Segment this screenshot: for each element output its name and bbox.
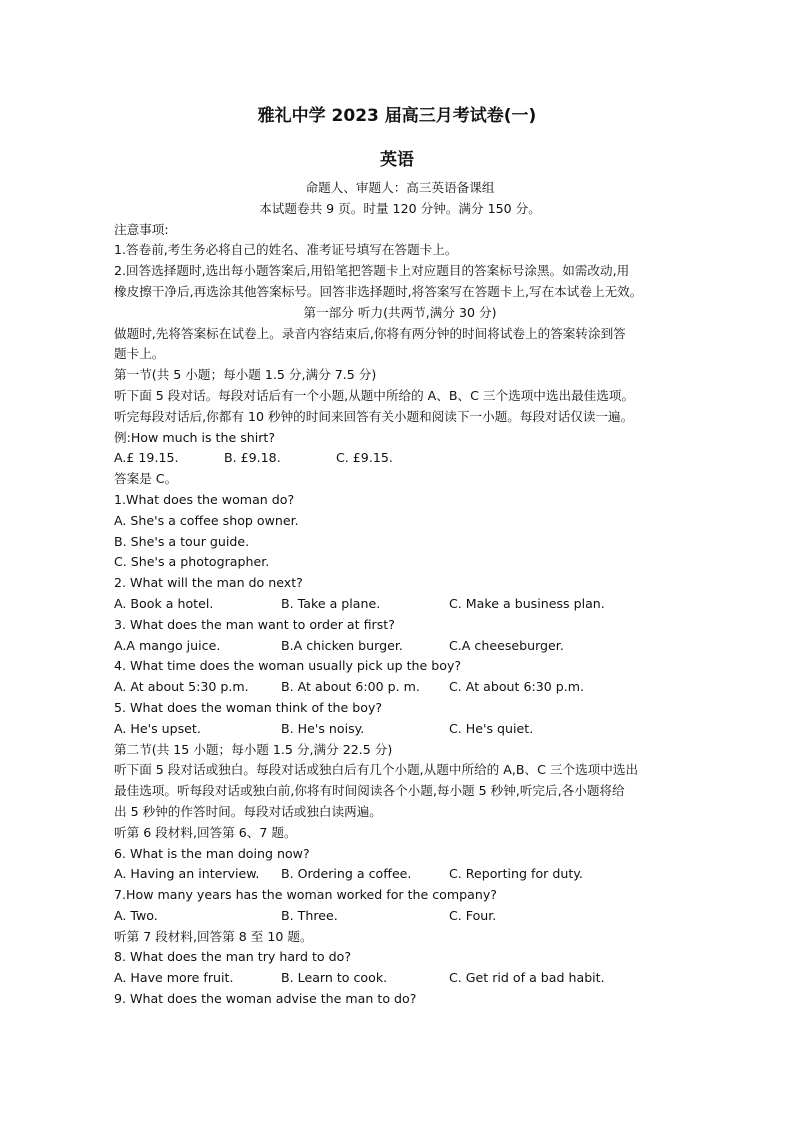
- question-1: 1.What does the woman do?: [114, 491, 295, 507]
- option-b: B.A chicken burger.: [281, 637, 403, 653]
- subject-heading: 英语: [380, 150, 414, 170]
- option-c: C. She's a photographer.: [114, 554, 270, 570]
- material-6-heading: 听第 6 段材料,回答第 6、7 题。: [114, 824, 297, 840]
- question-8-options: [114, 968, 686, 989]
- question-9: 9. What does the woman advise the man to do?: [114, 991, 417, 1007]
- option-b: B. £9.18.: [224, 450, 281, 466]
- section2-instruction: 听下面 5 段对话或独白。每段对话或独白后有几个小题,从题中所给的 A,B、C 三个选项中选出: [114, 762, 639, 778]
- option-a: A. She's a coffee shop owner.: [114, 512, 299, 528]
- note-item: 2.回答选择题时,选出每小题答案后,用铅笔把答题卡上对应题目的答案标号涂黑。如需改动,用: [114, 263, 630, 279]
- option-b: B. At about 6:00 p. m.: [281, 679, 420, 695]
- exam-title: 雅礼中学 2023 届高三月考试卷(一): [257, 106, 537, 126]
- example-answer: 答案是 C。: [114, 471, 178, 487]
- question-8: 8. What does the man try hard to do?: [114, 949, 352, 965]
- question-2-options: [114, 594, 686, 615]
- option-a: A. Have more fruit.: [114, 970, 234, 986]
- option-b: B. Three.: [281, 907, 338, 923]
- option-c: C. Make a business plan.: [449, 595, 605, 611]
- option-a: A. Book a hotel.: [114, 595, 214, 611]
- option-a: A.A mango juice.: [114, 637, 221, 653]
- material-7-heading: 听第 7 段材料,回答第 8 至 10 题。: [114, 928, 313, 944]
- part1-heading: 第一部分 听力(共两节,满分 30 分): [303, 304, 497, 320]
- section1-instruction: 听完每段对话后,你都有 10 秒钟的时间来回答有关小题和阅读下一小题。每段对话仅读一遍。: [114, 408, 634, 424]
- option-b: B. She's a tour guide.: [114, 533, 250, 549]
- section1-heading: 第一节(共 5 小题；每小题 1.5 分,满分 7.5 分): [114, 367, 377, 383]
- question-5: 5. What does the woman think of the boy?: [114, 699, 383, 715]
- section2-instruction: 出 5 秒钟的作答时间。每段对话或独白读两遍。: [114, 803, 382, 819]
- option-b: B. Ordering a coffee.: [281, 866, 412, 882]
- option-b: B. He's noisy.: [281, 720, 365, 736]
- notes-heading: 注意事项:: [114, 221, 169, 237]
- option-a: A. Having an interview.: [114, 866, 260, 882]
- option-a: A.£ 19.15.: [114, 450, 179, 466]
- option-a: A. Two.: [114, 907, 158, 923]
- question-6-options: [114, 864, 686, 885]
- option-c: C. Get rid of a bad habit.: [449, 970, 605, 986]
- option-c: C. At about 6:30 p.m.: [449, 679, 585, 695]
- section2-heading: 第二节(共 15 小题；每小题 1.5 分,满分 22.5 分): [114, 741, 393, 757]
- option-c: C.A cheeseburger.: [449, 637, 564, 653]
- question-7: 7.How many years has the woman worked for the company?: [114, 887, 497, 903]
- part1-instruction: 题卡上。: [114, 346, 165, 362]
- question-6: 6. What is the man doing now?: [114, 845, 310, 861]
- option-c: C. £9.15.: [336, 450, 393, 466]
- question-3-options: [114, 636, 686, 657]
- question-5-options: [114, 719, 686, 740]
- question-4-options: [114, 677, 686, 698]
- question-3: 3. What does the man want to order at first?: [114, 616, 395, 632]
- option-b: B. Learn to cook.: [281, 970, 388, 986]
- part1-instruction: 做题时,先将答案标在试卷上。录音内容结束后,你将有两分钟的时间将试卷上的答案转涂到答: [114, 325, 626, 341]
- exam-content: [114, 178, 686, 1010]
- section2-instruction: 最佳选项。听每段对话或独白前,你将有时间阅读各个小题,每小题 5 秒钟,听完后,各小题将给: [114, 783, 625, 799]
- question-4: 4. What time does the woman usually pick up the boy?: [114, 658, 462, 674]
- exam-info-line: 本试题卷共 9 页。时量 120 分钟。满分 150 分。: [259, 200, 541, 216]
- option-c: C. Reporting for duty.: [449, 866, 583, 882]
- note-item: 1.答卷前,考生务必将自己的姓名、准考证号填写在答题卡上。: [114, 242, 458, 258]
- authors-line: 命题人、审题人：高三英语备课组: [305, 180, 495, 195]
- option-b: B. Take a plane.: [281, 595, 381, 611]
- option-a: A. At about 5:30 p.m.: [114, 679, 249, 695]
- option-a: A. He's upset.: [114, 720, 201, 736]
- section1-instruction: 听下面 5 段对话。每段对话后有一个小题,从题中所给的 A、B、C 三个选项中选出最佳选项。: [114, 387, 635, 403]
- example-question: 例:How much is the shirt?: [114, 429, 276, 445]
- question-2: 2. What will the man do next?: [114, 575, 303, 591]
- option-c: C. Four.: [449, 907, 497, 923]
- example-options: [114, 448, 686, 469]
- note-item: 橡皮擦干净后,再选涂其他答案标号。回答非选择题时,将答案写在答题卡上,写在本试卷上无效。: [114, 283, 643, 299]
- question-7-options: [114, 906, 686, 927]
- option-c: C. He's quiet.: [449, 720, 534, 736]
